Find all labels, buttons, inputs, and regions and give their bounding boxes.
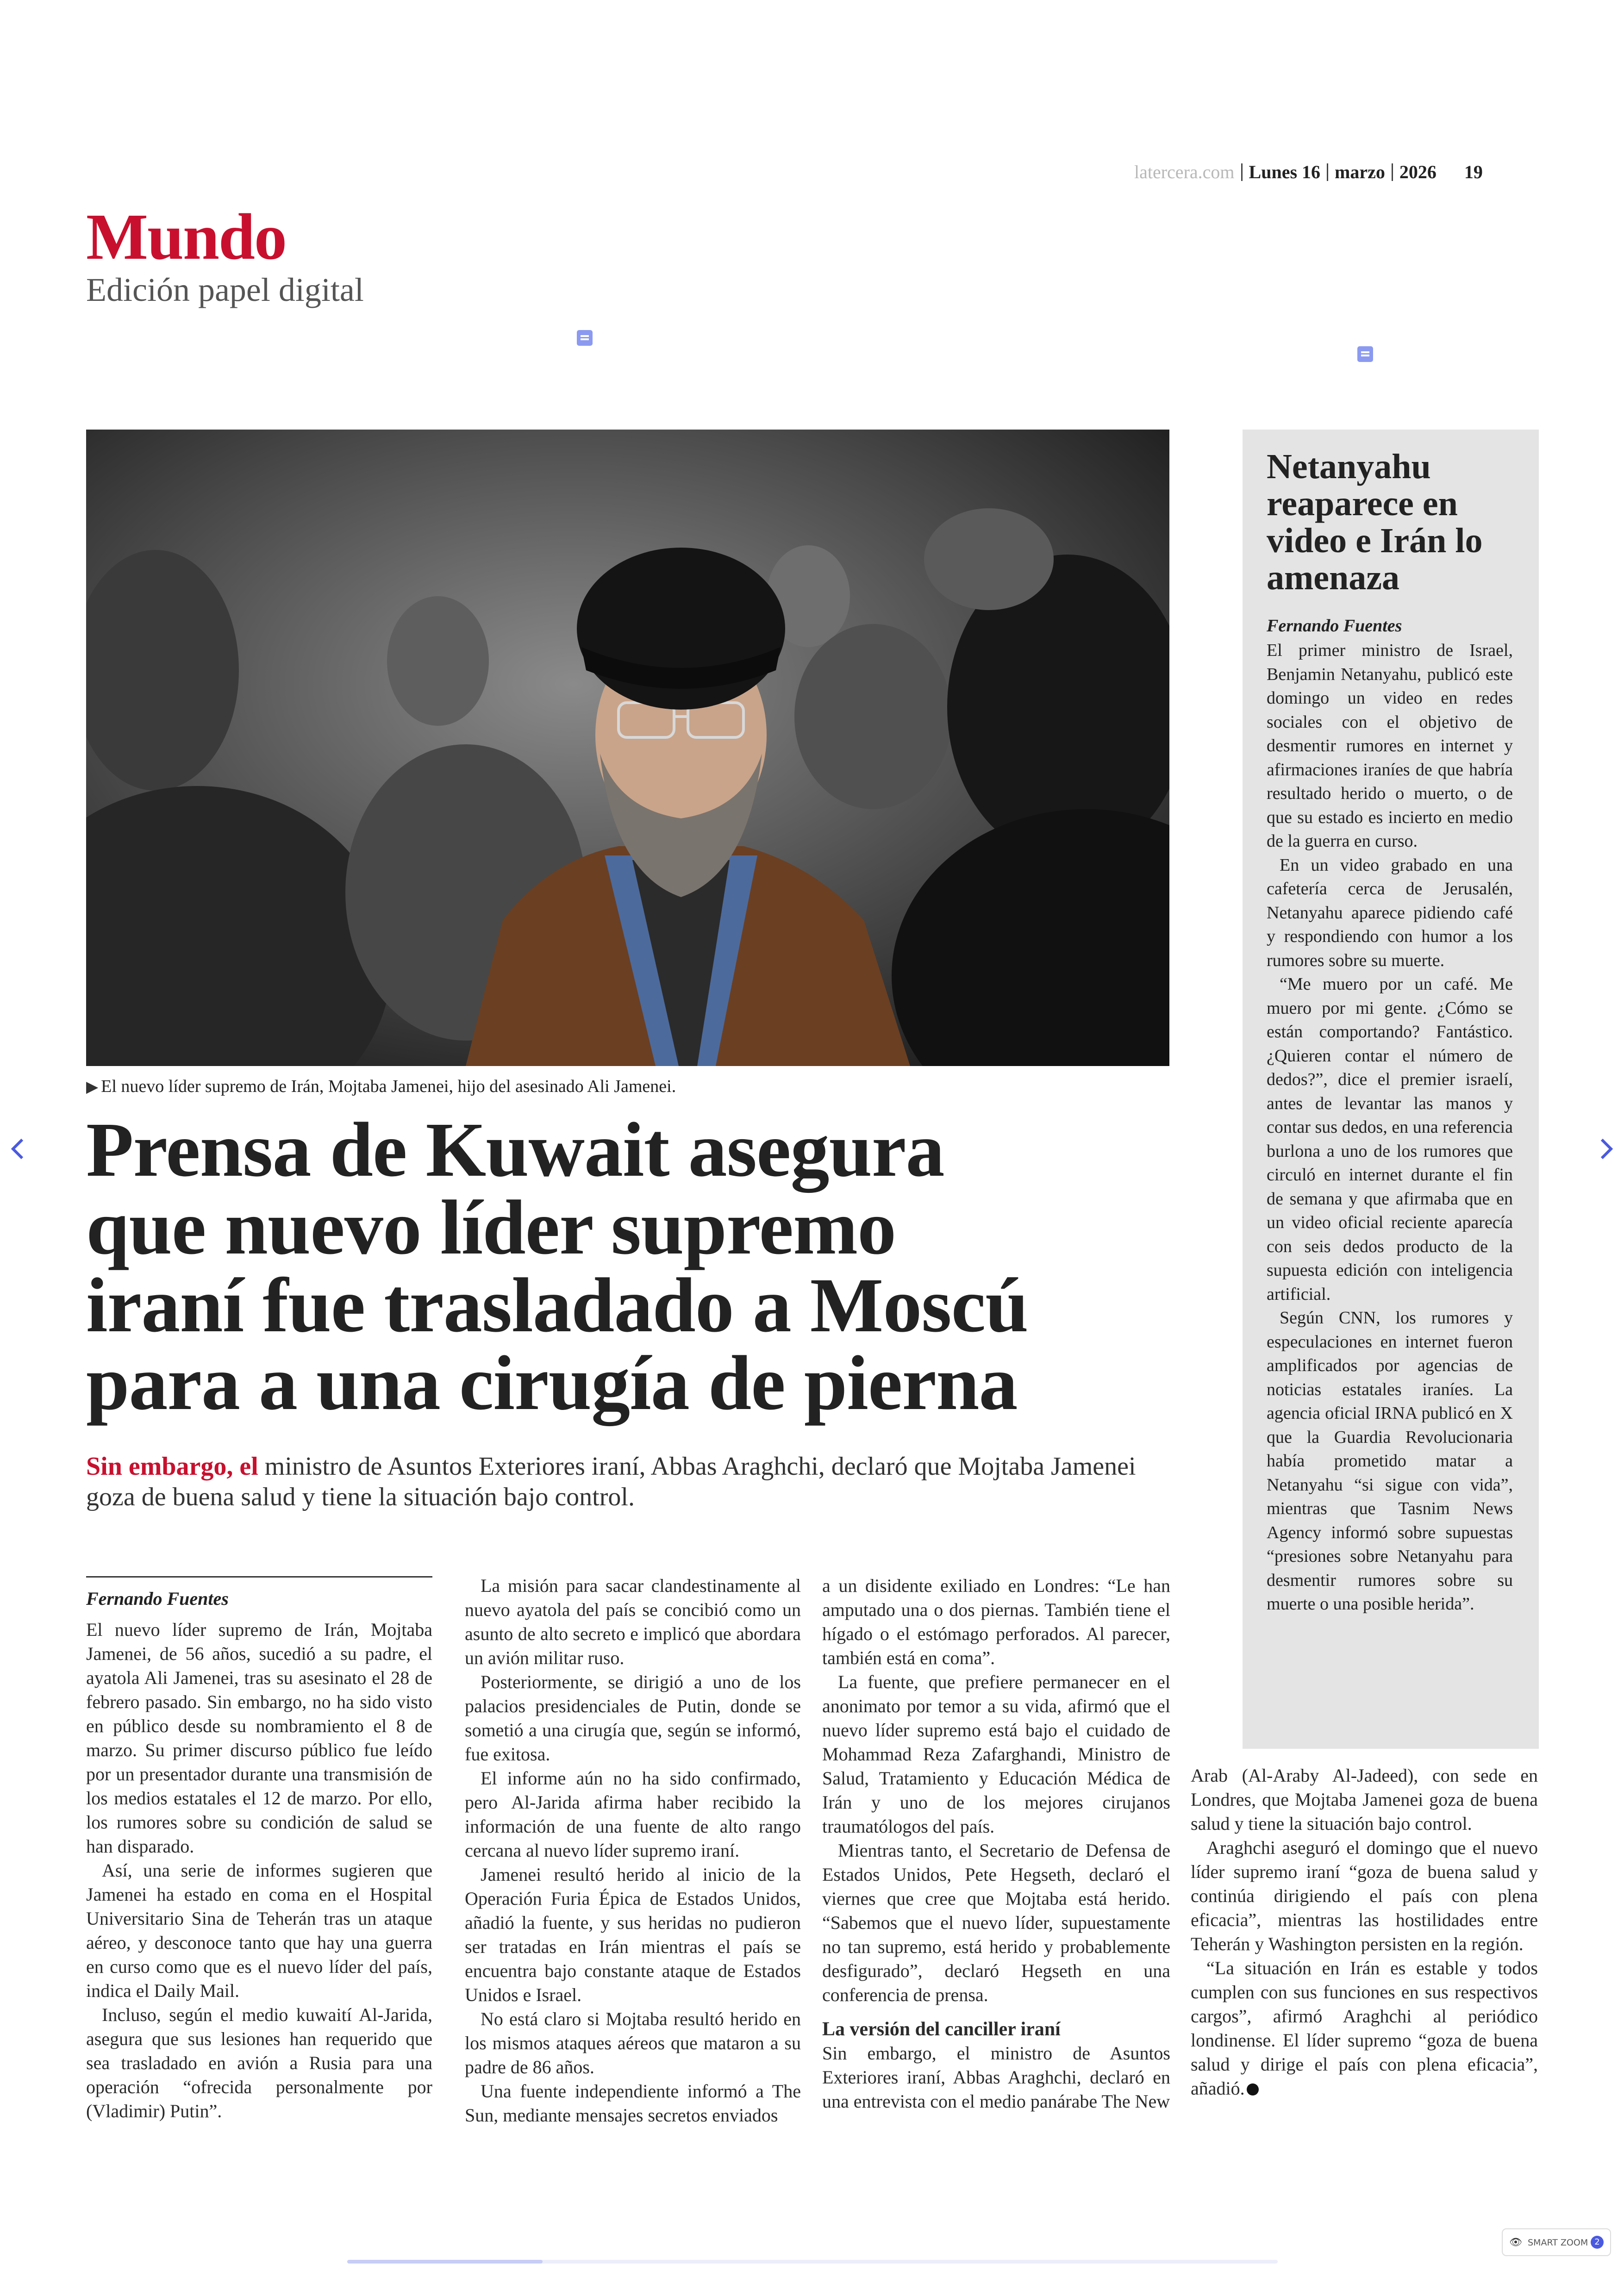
sidebar-body xyxy=(1267,639,1513,1616)
photo-illustration xyxy=(86,430,1169,1066)
article-column-2 xyxy=(465,1574,801,2127)
date-month: marzo xyxy=(1335,162,1385,182)
divider xyxy=(1241,163,1243,181)
sidebar-title: Netanyahu reaparece en video e Irán lo amenaza xyxy=(1267,447,1483,597)
divider xyxy=(1327,163,1328,181)
paragraph: El informe aún no ha sido confirmado, pero Al-Jarida afirma haber recibido la información de una fuente de alto rango cercana al nuevo líder supremo iraní. xyxy=(465,1768,801,1861)
sidebar-paragraph: “Me muero por un café. Me muero por mi gente. ¿Cómo se están comportando? Fantástico. ¿Quieren contar el número de dedos?”, dice el premier israelí, antes de levantar las manos y contar sus dedos, en una referencia burlona a uno de los rumores que circuló en internet durante el fin de semana y que afirmaba que en un video oficial reciente aparecía con seis dedos producto de la supuesta edición con inteligencia artificial. xyxy=(1267,974,1513,1304)
subheading: La versión del canciller iraní xyxy=(822,2019,1061,2040)
paragraph: Así, una serie de informes sugieren que Jamenei ha estado en coma en el Hospital Universitario Sina de Teherán tras un ataque aéreo, y desconoce tanto que hay una guerra en curso como que es el nuevo líder del país, indica el Daily Mail. xyxy=(86,1860,432,2001)
page-progress-fill xyxy=(347,2260,543,2264)
sidebar-paragraph: En un video grabado en una cafetería cerca de Jerusalén, Netanyahu aparece pidiendo café y respondiendo con humor a los rumores sobre su muerte. xyxy=(1267,855,1513,970)
chevron-left-icon xyxy=(8,1135,27,1163)
section-title: Mundo xyxy=(86,200,286,273)
headline-line: Prensa de Kuwait asegura xyxy=(86,1107,944,1193)
article-column-1 xyxy=(86,1618,432,2123)
headline-line: iraní fue trasladado a Moscú xyxy=(86,1262,1028,1348)
paragraph: Incluso, según el medio kuwaití Al-Jarida, asegura que sus lesiones han requerido que sea trasladado en avión a Rusia para una operación “ofrecida personalmente por (Vladimir) Putin”. xyxy=(86,2004,432,2121)
headline-line: para a una cirugía de pierna xyxy=(86,1340,1018,1426)
article-photo xyxy=(86,430,1169,1066)
annotation-marker-icon[interactable] xyxy=(1357,346,1373,362)
previous-page-button[interactable] xyxy=(8,1135,27,1170)
sidebar-paragraph: Según CNN, los rumores y especulaciones en internet fueron amplificados por agencias de noticias estatales iraníes. La agencia oficial IRNA publicó en X que la Guardia Revolucionaria había prometido matar a Netanyahu “si sigue con vida”, mientras que Tasnim News Agency informó sobre supuestas “presiones sobre Netanyahu para desmentir rumores sobre su muerte o una posible herida”. xyxy=(1267,1308,1513,1614)
edition-label: Edición papel digital xyxy=(86,271,364,308)
paragraph: Arab (Al-Araby Al-Jadeed), con sede en Londres, que Mojtaba Jamenei goza de buena salud y tiene la situación bajo control. xyxy=(1191,1765,1538,1834)
page-header xyxy=(1134,161,1483,183)
headline xyxy=(86,1107,1169,1426)
next-page-button[interactable] xyxy=(1597,1135,1616,1170)
deck-lead: Sin embargo, el xyxy=(86,1452,258,1481)
site-name: latercera.com xyxy=(1134,162,1235,182)
sidebar-byline: Fernando Fuentes xyxy=(1267,616,1402,636)
article-byline: Fernando Fuentes xyxy=(86,1576,432,1609)
headline-line: que nuevo líder supremo xyxy=(86,1185,896,1271)
page-number: 19 xyxy=(1464,162,1483,182)
paragraph: Araghchi aseguró el domingo que el nuevo líder supremo iraní “goza de buena salud y continúa dirigiendo el país con plena eficacia”, mientras las hostilidades entre Teherán y Washington persisten en la región. xyxy=(1191,1837,1538,1954)
smart-zoom-badge: 2 xyxy=(1591,2236,1604,2249)
photo-caption xyxy=(86,1076,676,1097)
deck-text: ministro de Asuntos Exteriores iraní, Abbas Araghchi, declaró que Mojtaba Jamenei goza de buena salud y tiene la situación bajo control. xyxy=(86,1452,1136,1511)
paragraph xyxy=(1191,1956,1538,2101)
paragraph: La fuente, que prefiere permanecer en el anonimato por temor a su vida, afirmó que el nuevo líder supremo está bajo el cuidado de Mohammad Reza Zafarghandi, Ministro de Salud, Tratamiento y Educación Médica de Irán y uno de los mejores cirujanos traumatólogos del país. xyxy=(822,1671,1170,1837)
deck xyxy=(86,1451,1169,1512)
paragraph: Jamenei resultó herido al inicio de la Operación Furia Épica de Estados Unidos, añadió la fuente, y sus heridas no pudieron ser tratadas en Irán mientras el país se encuentra bajo constante ataque de Estados Unidos e Israel. xyxy=(465,1864,801,2005)
end-mark-icon xyxy=(1247,2083,1259,2095)
paragraph: Posteriormente, se dirigió a uno de los palacios presidenciales de Putin, donde se sometió a una cirugía que, según se informó, fue exitosa. xyxy=(465,1671,801,1765)
article-column-4 xyxy=(1191,1764,1538,2101)
annotation-marker-icon[interactable] xyxy=(577,330,593,346)
paragraph: Mientras tanto, el Secretario de Defensa de Estados Unidos, Pete Hegseth, declaró el viernes que cree que Mojtaba está herido. “Sabemos que el nuevo líder, supuestamente no tan supremo, está herido y probablemente desfigurado”, declaró Hegseth en una conferencia de prensa. xyxy=(822,1840,1170,2005)
paragraph: La misión para sacar clandestinamente al nuevo ayatola del país se concibió como un asunto de alto secreto e implicó que abordara un avión militar ruso. xyxy=(465,1575,801,1668)
article-column-3 xyxy=(822,1574,1170,2114)
chevron-right-icon xyxy=(1597,1135,1616,1163)
paragraph: a un disidente exiliado en Londres: “Le han amputado una o dos piernas. También tiene el hígado o el estómago perforados. Al parecer, también está en coma”. xyxy=(822,1575,1170,1668)
date-day: Lunes 16 xyxy=(1249,162,1321,182)
divider xyxy=(1392,163,1393,181)
paragraph-text: “La situación en Irán es estable y todos cumplen con sus funciones en sus respectivos cargos”, afirmó Araghchi al periódico londinense. El líder supremo “goza de buena salud y dirige el país con plena eficacia”, añadió. xyxy=(1191,1958,1538,2099)
paragraph: El nuevo líder supremo de Irán, Mojtaba Jamenei, de 56 años, sucedió a su padre, el ayatola Ali Jamenei, tras su asesinato el 28 de febrero pasado. Sin embargo, no ha sido visto en público desde su nombramiento el 8 de marzo. Su primer discurso público fue leído por un presentador durante una transmisión de los medios estatales el 12 de marzo. Por ello, los rumores sobre su condición de salud se han disparado. xyxy=(86,1619,432,1857)
eye-icon: 👁 xyxy=(1509,2237,1522,2248)
caption-text: El nuevo líder supremo de Irán, Mojtaba Jamenei, hijo del asesinado Ali Jamenei. xyxy=(101,1077,676,1096)
sidebar-paragraph: El primer ministro de Israel, Benjamin Netanyahu, publicó este domingo un video en redes sociales con el objetivo de desmentir rumores en internet y afirmaciones iraníes de que habría resultado herido o muerto, o de que su estado es incierto en medio de la guerra en curso. xyxy=(1267,641,1513,851)
paragraph: Sin embargo, el ministro de Asuntos Exteriores iraní, Abbas Araghchi, declaró en una entrevista con el medio panárabe The New xyxy=(822,2043,1170,2112)
paragraph: Una fuente independiente informó a The Sun, mediante mensajes secretos enviados xyxy=(465,2081,801,2126)
paragraph: No está claro si Mojtaba resultó herido en los mismos ataques aéreos que mataron a su padre de 86 años. xyxy=(465,2008,801,2077)
smart-zoom-label: SMART ZOOM xyxy=(1528,2238,1588,2248)
caption-arrow-icon: ▶ xyxy=(86,1079,99,1096)
date-year: 2026 xyxy=(1399,162,1437,182)
smart-zoom-button[interactable] xyxy=(1502,2228,1611,2256)
